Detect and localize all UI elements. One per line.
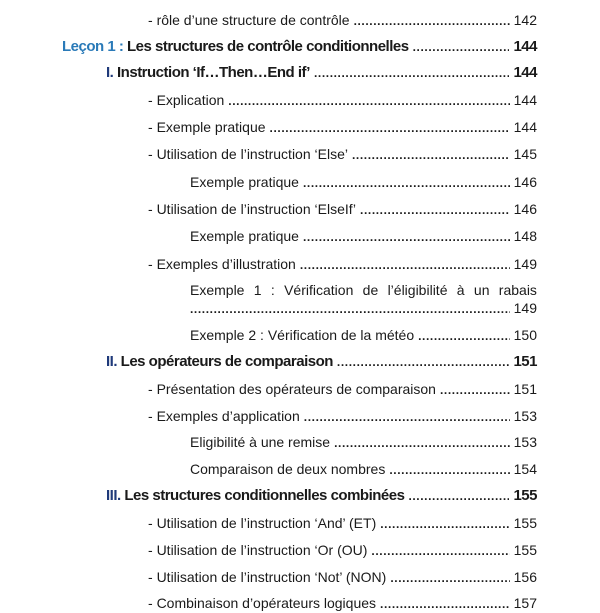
dot-leader [389, 461, 509, 479]
toc-entry[interactable] [190, 227, 537, 246]
toc-entry[interactable] [148, 568, 537, 587]
toc-page-number: 149 [513, 300, 537, 316]
toc-page-number: 142 [513, 12, 537, 28]
dot-leader [371, 542, 509, 560]
title-word: de [362, 282, 379, 298]
toc-entry[interactable] [148, 200, 537, 219]
toc-entry[interactable] [190, 433, 537, 452]
dot-leader [303, 228, 510, 246]
toc-entry-title: - Présentation des opérateurs de comparaison [148, 381, 436, 397]
toc-entry-title: Exemple pratique [190, 228, 299, 244]
toc-page-number: 144 [513, 64, 537, 81]
toc-entry-wrapped[interactable] [190, 281, 537, 318]
toc-entry-partial[interactable] [148, 594, 537, 613]
dot-leader [334, 434, 510, 452]
toc-entry-title: Exemple 2 : Vérification de la météo [190, 327, 415, 343]
title-word: à [456, 282, 465, 298]
dot-leader [300, 256, 510, 274]
toc-page-number: 151 [513, 353, 537, 370]
dot-leader [418, 327, 510, 345]
dot-leader [380, 515, 509, 533]
toc-entry[interactable] [148, 11, 537, 30]
dot-leader [408, 487, 509, 505]
dot-leader [314, 64, 510, 82]
dot-leader [228, 92, 509, 110]
dot-leader [440, 381, 510, 399]
toc-entry[interactable] [190, 460, 537, 479]
toc-entry[interactable] [148, 541, 537, 560]
toc-entry[interactable] [148, 255, 537, 274]
toc-entry[interactable] [148, 407, 537, 426]
toc-entry[interactable] [190, 326, 537, 345]
toc-entry[interactable] [148, 514, 537, 533]
toc-page-number: 154 [513, 461, 537, 477]
toc-page-number: 153 [513, 408, 537, 424]
section-number: III. [106, 487, 125, 504]
section-number: I. [106, 64, 118, 81]
title-word: un [473, 282, 490, 298]
toc-entry-title: - Utilisation de l’instruction ‘ElseIf’ [148, 201, 357, 217]
dot-leader [413, 38, 510, 56]
toc-entry[interactable] [190, 173, 537, 192]
toc-entry-section[interactable] [106, 64, 537, 82]
toc-page-number: 144 [513, 119, 537, 135]
title-word: Vérification [284, 282, 354, 298]
toc-entry-title: - Exemple pratique [148, 119, 266, 135]
toc-entry-title: III. Les structures conditionnelles combinées [106, 487, 405, 504]
dot-leader [360, 201, 510, 219]
toc-page-number: 146 [513, 174, 537, 190]
title-word: Exemple [190, 282, 245, 298]
dot-leader [304, 408, 510, 426]
toc-entry-title: Leçon 1 : Les structures de contrôle conditionnelles [62, 38, 409, 55]
lesson-label: Leçon 1 : [62, 38, 128, 55]
section-number: II. [106, 353, 121, 370]
toc-page-number: 155 [513, 487, 537, 504]
dot-leader [337, 353, 510, 371]
toc-page-number: 155 [513, 515, 537, 531]
toc-page-number: 145 [513, 146, 537, 162]
toc-entry-title: - Utilisation de l’instruction ‘Or (OU) [148, 542, 368, 558]
toc-page-number: 144 [513, 38, 537, 55]
title-word: 1 [253, 282, 262, 298]
toc-entry-title: - Utilisation de l’instruction ‘And’ (ET) [148, 515, 377, 531]
dot-leader [390, 569, 509, 587]
toc-page-number: 156 [513, 569, 537, 585]
dot-leader [352, 146, 510, 164]
toc-entry-title: - Utilisation de l’instruction ‘Else’ [148, 146, 348, 162]
toc-page-number: 144 [513, 92, 537, 108]
dot-leader [303, 174, 510, 192]
toc-page-number: 155 [513, 542, 537, 558]
dot-leader [380, 595, 510, 613]
toc-entry-title: II. Les opérateurs de comparaison [106, 353, 333, 370]
title-word: l’éligibilité [387, 282, 448, 298]
toc-page-number: 148 [513, 228, 537, 244]
toc-entry[interactable] [148, 91, 537, 110]
toc-entry-title: Eligibilité à une remise [190, 434, 331, 450]
dot-leader [354, 12, 510, 30]
toc-entry-lesson[interactable] [62, 38, 537, 56]
toc-page-number: 149 [513, 256, 537, 272]
toc-entry-title: - Exemples d’application [148, 408, 300, 424]
toc-page-number: 151 [513, 381, 537, 397]
toc-page-number: 153 [513, 434, 537, 450]
toc-entry-title: I. Instruction ‘If…Then…End if’ [106, 64, 310, 81]
toc-entry[interactable] [148, 118, 537, 137]
title-word: rabais [498, 282, 537, 298]
toc-entry-section[interactable] [106, 353, 537, 371]
toc-page-number: 150 [513, 327, 537, 343]
toc-entry-continuation [190, 299, 537, 318]
toc-entry[interactable] [148, 380, 537, 399]
dot-leader [190, 300, 510, 318]
toc-entry-title: - Utilisation de l’instruction ‘Not’ (NON) [148, 569, 387, 585]
toc-entry-title: Exemple pratique [190, 174, 299, 190]
dot-leader [270, 119, 510, 137]
toc-entry-title [190, 281, 537, 299]
toc-entry-title: - Explication [148, 92, 225, 108]
title-word: : [270, 282, 275, 298]
toc-entry-title: - Exemples d’illustration [148, 256, 296, 272]
toc-entry-title: - rôle d’une structure de contrôle [148, 12, 350, 28]
toc-entry-section[interactable] [106, 487, 537, 505]
toc-entry-title: - Combinaison d’opérateurs logiques [148, 595, 377, 611]
toc-page-number: 146 [513, 201, 537, 217]
toc-entry[interactable] [148, 145, 537, 164]
toc-entry-title: Comparaison de deux nombres [190, 461, 386, 477]
toc-page-number: 157 [513, 595, 537, 611]
